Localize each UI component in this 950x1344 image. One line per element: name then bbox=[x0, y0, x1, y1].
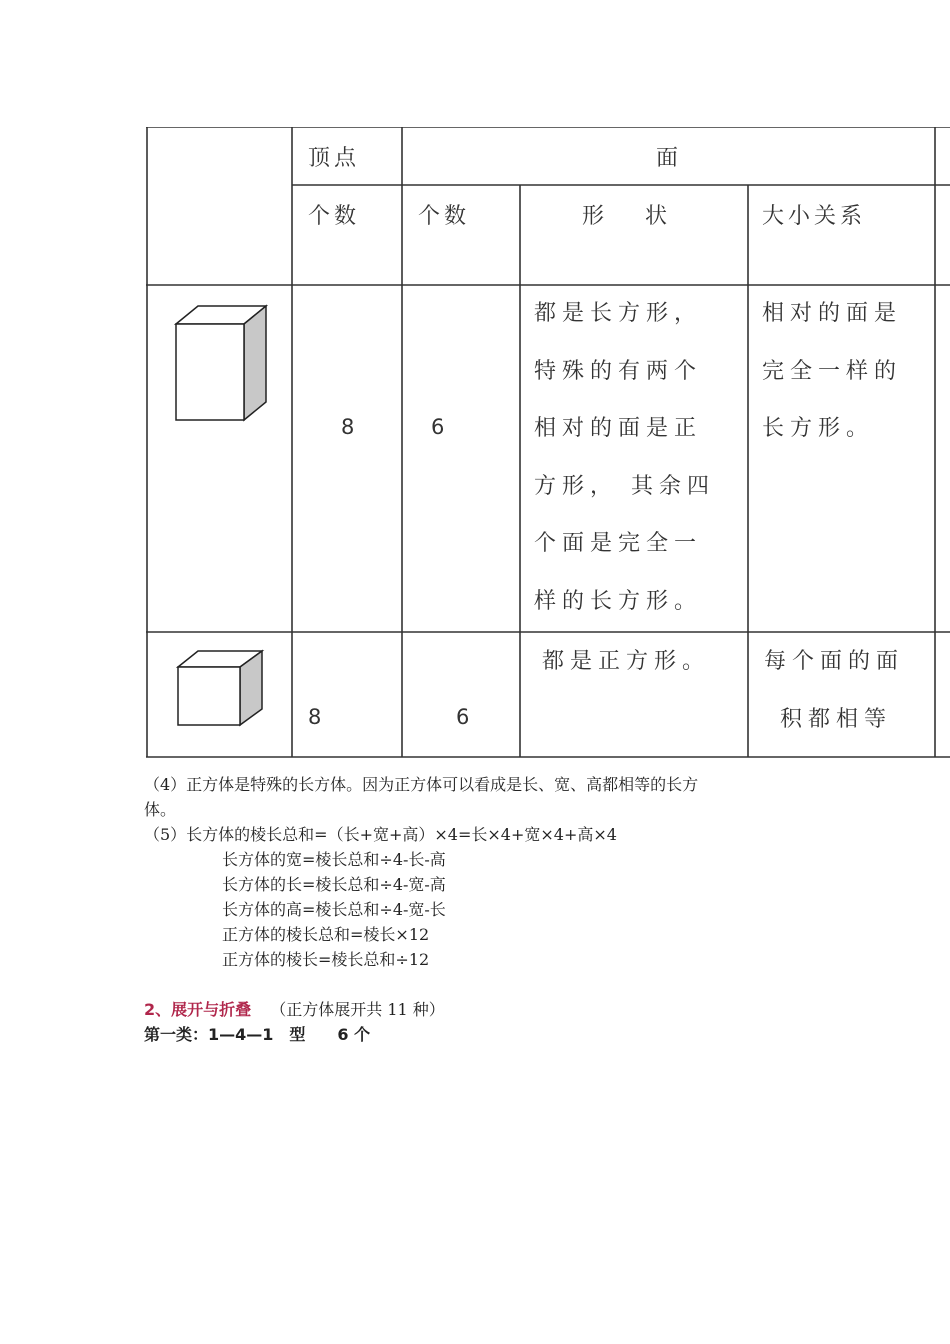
row2-faces: 6 bbox=[456, 705, 470, 729]
formula-line: 长方体的宽=棱长总和÷4-长-高 bbox=[222, 850, 446, 869]
header-face-shape: 形 状 bbox=[582, 204, 671, 229]
cube-icon bbox=[176, 649, 266, 729]
header-face-size: 大小关系 bbox=[762, 204, 867, 229]
header-vertex-count: 个数 bbox=[308, 204, 361, 229]
row1-shape-desc: 都是长方形， 特殊的有两个 相对的面是正 方形， 其余四 个面是完全一 样的长方形。 bbox=[534, 301, 715, 614]
category1-label: 第一类：1—4—1 型 6 个 bbox=[144, 1025, 371, 1044]
section2-title: 2、展开与折叠 bbox=[144, 1000, 252, 1019]
formula-line: 正方体的棱长=棱长总和÷12 bbox=[222, 950, 430, 969]
row2-vertices: 8 bbox=[308, 705, 322, 729]
header-face-count: 个数 bbox=[418, 204, 471, 229]
note-item4-line2: 体。 bbox=[144, 800, 177, 819]
cuboid-icon bbox=[174, 302, 270, 427]
formula-line: 长方体的长=棱长总和÷4-宽-高 bbox=[222, 875, 446, 894]
formula-line: 正方体的棱长总和=棱长×12 bbox=[222, 925, 430, 944]
row1-faces: 6 bbox=[431, 415, 445, 439]
row2-size-desc: 每个面的面 积都相等 bbox=[764, 649, 905, 732]
row1-vertices: 8 bbox=[341, 415, 355, 439]
section2-subtitle: （正方体展开共 11 种） bbox=[270, 1000, 445, 1019]
formula-line: 长方体的高=棱长总和÷4-宽-长 bbox=[222, 900, 446, 919]
header-face-group: 面 bbox=[656, 146, 683, 171]
row2-shape-desc: 都是正方形。 bbox=[542, 649, 711, 674]
row1-size-desc: 相对的面是 完全一样的 长方形。 bbox=[762, 301, 903, 441]
note-item4-line1: （4）正方体是特殊的长方体。因为正方体可以看成是长、宽、高都相等的长方 bbox=[144, 775, 699, 794]
section2-heading bbox=[144, 997, 445, 1022]
header-vertex-top: 顶点 bbox=[308, 146, 361, 171]
properties-table bbox=[146, 127, 950, 758]
note-item5-line1: （5）长方体的棱长总和=（长+宽+高）×4=长×4+宽×4+高×4 bbox=[144, 825, 617, 844]
